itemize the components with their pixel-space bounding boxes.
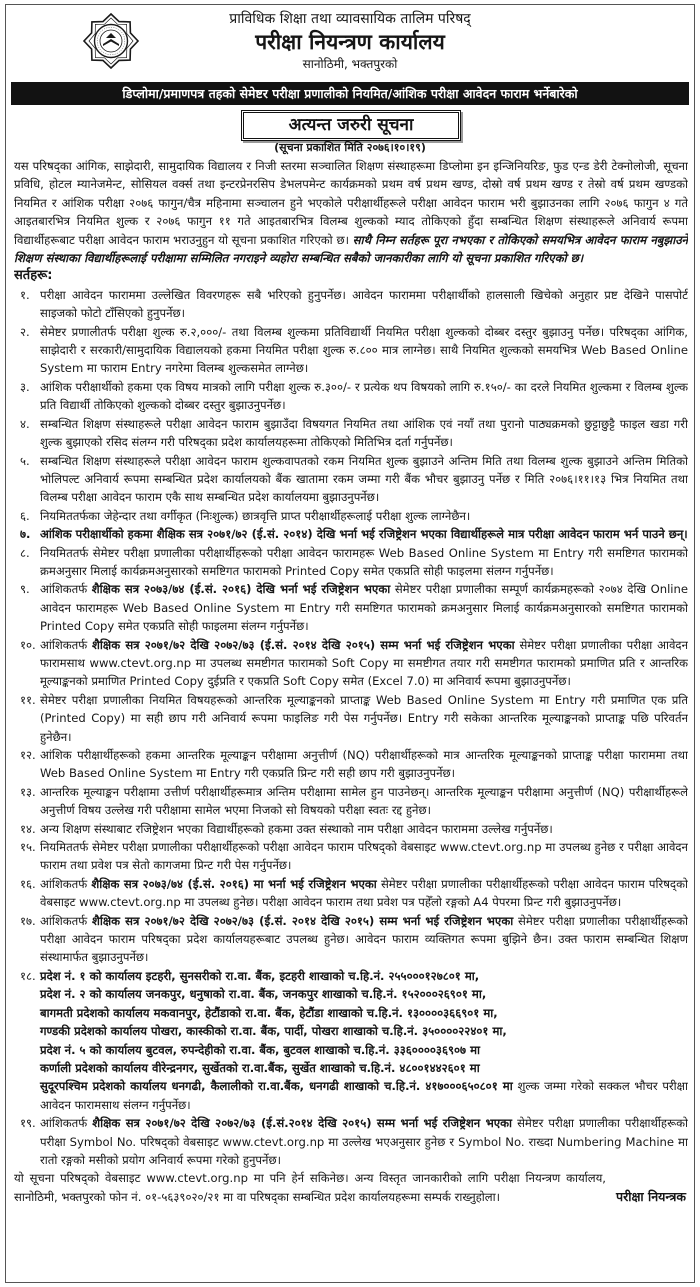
bold-text: बागमती प्रदेशको कार्यालय मकवानपुर, हेटौंडाको रा.वा. बैंक, हेटौंडा शाखाको च.हि.नं. १३००००३६६९०१ मा,	[40, 1005, 498, 1020]
plain-text: सेमेष्टर परीक्षा प्रणालीका परीक्षार्थीहरूको परीक्षा आवेदन फाराम परिषद्को वेबसाइट www.ctevt.org.np मा उपलब्ध हुनेछ। परीक्षा आवेदन फाराम तथा प्रवेश पत्र पहेँलो रङ्गको A4 पेपरमा प्रिन्ट गरी बुझाउनुपर्नेछ।	[40, 876, 688, 910]
ctevt-emblem-icon	[82, 11, 140, 71]
signatory: परीक्षा नियन्त्रक	[616, 1188, 686, 1204]
plain-text: सम्बन्धित शिक्षण संस्थाहरूले परीक्षा आवेदन फाराम शुल्कवापतको रकम नियमित शुल्क बुझाउने अन्तिम मिति तथा विलम्ब शुल्क बुझाउने अन्तिम मितिको भोलिपल्ट अनिवार्य रूपमा सम्बन्धित प्रदेश कार्यालयको बैंक खातामा रकम जम्मा गरी बैंक भौचर बुझाउनु पर्नेछ र मिति २०७६।११।१३ भित्र नियमित तथा विलम्ब परीक्षा आवेदन फाराम एकै साथ सम्बन्धित प्रदेश कार्यालयमा बुझाउनुपर्नेछ।	[40, 453, 688, 505]
intro-paragraph	[14, 157, 688, 267]
plain-text: आंशिकतर्फ	[40, 1116, 93, 1131]
plain-text: सेमेष्टर प्रणालीतर्फ परीक्षा शुल्क रु.२,०००/- तथा विलम्ब शुल्कमा प्रतिविद्यार्थी नियमित परीक्षा शुल्कको दोब्बर दस्तुर बुझाउनु पर्नेछ। परिषद्का आंगिक, साझेदारी र सरकारी/सामुदायिक विद्यालयको हकमा नियमित परीक्षा शुल्क रु.८०० मात्र लाग्नेछ। साथै नियमित शुल्कको समयभित्र Web Based Online System मा फाराम Entry नगरेमा विलम्ब शुल्कसमेत लाग्नेछ।	[40, 324, 688, 376]
condition-text	[40, 783, 688, 820]
condition-number: ५.	[20, 453, 30, 468]
condition-text	[40, 838, 688, 875]
condition-number: १४.	[20, 821, 36, 836]
condition-number: ६.	[20, 508, 30, 523]
plain-text: सेमेष्टर परीक्षा प्रणालीका नियमित विषयहरूको आन्तरिक मूल्याङ्कनको प्राप्ताङ्क Web Based Online System मा Entry गरी प्रमाणित एक प्रति (Printed Copy) मा सही छाप गरी अनिवार्य रूपमा फाइलिङ गरी पेस गर्नुपर्नेछ। Entry गरी सकेका आन्तरिक मूल्याङ्कनको प्राप्ताङ्क पछि परिवर्तन हुनेछैन।	[40, 692, 688, 744]
condition-item	[14, 636, 688, 691]
condition-item	[14, 691, 688, 746]
condition-number: १९.	[20, 1116, 36, 1131]
plain-text: आन्तरिक मूल्याङ्कन परीक्षामा उत्तीर्ण परीक्षार्थीहरूमात्र अन्तिम परीक्षामा सामेल हुन पाउनेछन्। आन्तरिक मूल्याङ्कन परीक्षामा अनुत्तीर्ण (NQ) परीक्षार्थीहरूले अनुत्तीर्ण विषय उल्लेख गरी परीक्षामा सामेल भएमा निजको सो विषयको परीक्षा स्वतः रद्द हुनेछ।	[40, 784, 688, 818]
condition-text	[40, 286, 688, 323]
condition-item	[14, 1114, 688, 1169]
condition-item	[14, 544, 688, 581]
condition-item	[14, 912, 688, 967]
condition-text	[40, 636, 688, 691]
condition-number: १२.	[20, 748, 36, 762]
condition-number: ७.	[20, 527, 31, 542]
condition-item	[14, 875, 688, 912]
bold-text: कर्णाली प्रदेशको कार्यालय वीरेन्द्रनगर, सुर्खेतको रा.वा.बैंक, सुर्खेत शाखाको च.हि.नं. ४८००१४४२६०१ मा	[40, 1060, 480, 1075]
condition-number: १०.	[20, 637, 36, 652]
bold-text: शैक्षिक सत्र २०७३/७४ (ई.सं. २०१६) मा भर्ना भई रजिष्ट्रेशन भएका	[91, 876, 377, 891]
plain-text: सेमेष्टर परीक्षा प्रणालीका परीक्षा आवेदन फारामसाथ www.ctevt.org.np मा उपलब्ध समष्टीगत फारामको Soft Copy मा समष्टीगत तयार गरी समष्टीगत फारामको प्रमाणित प्रति र आन्तरिक मूल्याङ्कनको प्रमाणित Printed Copy दुईप्रति र एकप्रति Soft Copy समेत (Excel 7.0) मा अनिवार्य रूपमा बुझाउनुपर्नेछ।	[40, 637, 688, 689]
condition-item	[14, 746, 688, 783]
condition-text	[40, 378, 688, 415]
bold-text: प्रदेश नं. १ को कार्यालय इटहरी, सुनसरीको रा.वा. बैंक, इटहरी शाखाको च.हि.नं. २५५०००१२७८०१ मा,	[40, 968, 480, 983]
condition-number: १३.	[20, 784, 36, 799]
emphasis-text: साथै निम्न सर्तहरू पूरा नभएका र तोकिएको समयभित्र आवेदन फाराम नबुझाउने शिक्षण संस्थाका विद्यार्थीहरूलाई परीक्षामा सम्मिलित नगराइने व्यहोरा सम्बन्धित सबैको जानकारीका लागि यो सूचना प्रकाशित गरिएको छ।	[14, 232, 688, 266]
condition-number: १५.	[20, 840, 36, 855]
plain-text: आंशिकतर्फ	[40, 582, 92, 597]
bold-text: गण्डकी प्रदेशको कार्यालय पोखरा, कास्कीको रा.वा. बैंक, पार्दी, पोखरा शाखाको च.हि.नं. ३५००००२२४०१ मा,	[40, 1024, 507, 1039]
condition-item	[14, 580, 688, 635]
signature-spacer	[687, 1169, 688, 1187]
plain-text: आंशिक परीक्षार्थीको हकमा एक विषय मात्रको लागि परीक्षा शुल्क रु.३००/- र प्रत्येक थप विषयको लागि रु.१५०/- का दरले नियमित शुल्कमा र विलम्ब शुल्क प्रति विद्यार्थी तोकिएको शुल्कको दोब्बर दस्तुर बुझाउनुपर्नेछ।	[40, 379, 688, 413]
notice-title: अत्यन्त जरुरी सूचना	[241, 110, 461, 141]
plain-text: सेमेष्टर परीक्षा प्रणालीका सम्पूर्ण कार्यक्रमहरूको २०७४ देखि Online आवेदन फारामहरू Web Based Online System मा Entry गरी समष्टिगत फारामको क्रमअनुसार मिलाई कार्यक्रमअनुसारको समष्टिगत फारामको Printed Copy समेत एकप्रति सोही फाइलमा संलग्न गर्नुपर्नेछ।	[40, 582, 688, 634]
plain-text: आंशिक परीक्षार्थीहरूको हकमा आन्तरिक मूल्याङ्कन परीक्षामा अनुत्तीर्ण (NQ) परीक्षार्थीहरूको मात्र आन्तरिक मूल्याङ्कनको प्राप्ताङ्क परीक्षा फाराममा तथा Web Based Online System मा Entry गरी एकप्रति प्रिन्ट गरी सही छाप गरी बुझाउनुपर्नेछ।	[40, 748, 688, 781]
condition-item	[14, 820, 688, 838]
condition-number: ११.	[20, 692, 36, 707]
condition-text	[40, 580, 688, 635]
contact-note: यो सूचना परिषद्को वेबसाइट www.ctevt.org.np मा पनि हेर्न सकिनेछ। अन्य विस्तृत जानकारीको लागि परीक्षा नियन्त्रण कार्यालय, सानोठिमी, भक्तपुरको फोन नं. ०१-५६३९०२०/२१ मा वा परिषद्का सम्बन्धित प्रदेश कार्यालयहरूमा सम्पर्क राख्नुहोला।	[14, 1171, 606, 1204]
condition-text	[40, 912, 688, 967]
condition-item	[14, 967, 688, 1114]
plain-text: शुल्क जम्मा गरेको सक्कल भौचर परीक्षा आवेदन फारामसाथ संलग्न गर्नुपर्नेछ।	[40, 1079, 688, 1112]
plain-text: नियमिततर्फ सेमेष्टर परीक्षा प्रणालीका परीक्षार्थीहरूको परीक्षा आवेदन फाराम परिषद्को वेबसाइट www.ctevt.org.np मा उपलब्ध हुनेछ र परीक्षा आवेदन फाराम तथा प्रवेश पत्र सेतो कागजमा प्रिन्ट गरी पेस गर्नुपर्नेछ।	[40, 840, 688, 873]
condition-number: ३.	[20, 379, 30, 394]
notice-body	[14, 157, 688, 1279]
condition-item	[14, 507, 688, 525]
bold-text: आंशिक परीक्षार्थीको हकमा शैक्षिक सत्र २०७१/७२ (ई.सं. २०१४) देखि भर्ना भई रजिष्ट्रेशन भएका विद्यार्थीहरूले मात्र परीक्षा आवेदन फाराम भर्न पाउने छन्।	[40, 527, 688, 542]
plain-text: नियमिततर्फ सेमेष्टर परीक्षा प्रणालीका परीक्षार्थीहरूको परीक्षा आवेदन फारामहरू Web Based Online System मा Entry गरी समष्टिगत फारामको क्रमअनुसार मिलाई कार्यक्रमअनुसारको समष्टिगत फारामको Printed Copy समेत एकप्रति सोही फाइलमा संलग्न गर्नुपर्नेछ।	[40, 545, 688, 578]
condition-item	[14, 378, 688, 415]
plain-text: यस परिषद्का आंगिक, साझेदारी, सामुदायिक विद्यालय र निजी स्तरमा सञ्चालित शिक्षण संस्थाहरूमा डिप्लोमा इन इन्जिनियरिङ, फुड एन्ड डेरी टेक्नोलोजी, सूचना प्रविधि, होटल म्यानेजमेन्ट, सोसियल वर्क्स तथा इन्टरप्रेनरसिप डेभलपमेन्ट कार्यक्रमको प्रथम वर्ष प्रथम खण्ड, दोस्रो वर्ष प्रथम खण्ड र तेस्रो वर्ष प्रथम खण्डको नियमित र आंशिक परीक्षा २०७६ फागुन/चैत्र महिनामा सञ्चालन हुने भएकोले परीक्षार्थीहरूले परीक्षा आवेदन फाराम भरी बुझाउनका लागि २०७६ फागुन ४ गते आइतबारभित्र नियमित शुल्क र २०७६ फागुन ११ गते आइतबारभित्र विलम्ब शुल्कको म्याद तोकिएको हुँदा सम्बन्धित शिक्षण संस्थाहरूले अनिवार्य रूपमा विद्यार्थीहरूबाट परीक्षा आवेदन फाराम भराउनुहुन यो सूचना प्रकाशित गरिएको छ।	[14, 159, 688, 247]
condition-text	[40, 415, 688, 452]
bold-text: शैक्षिक सत्र २०७३/७४ (ई.सं. २०१६) देखि भर्ना भई रजिष्ट्रेशन भएका	[91, 582, 391, 597]
condition-item	[14, 415, 688, 452]
plain-text: आंशिकतर्फ	[40, 637, 93, 652]
condition-text	[40, 875, 688, 912]
condition-number: १८.	[20, 968, 36, 983]
condition-number: १.	[20, 287, 30, 302]
plain-text: आंशिकतर्फ	[40, 913, 92, 928]
plain-text: परीक्षा आवेदन फाराममा उल्लेखित विवरणहरू सबै भरिएको हुनुपर्नेछ। आवेदन फाराममा परीक्षार्थीको हालसाली खिचेको अनुहार प्रष्ट देखिने पासपोर्ट साइजको फोटो टाँसिएको हुनुपर्नेछ।	[40, 287, 688, 321]
plain-text: अन्य शिक्षण संस्थाबाट रजिष्ट्रेशन भएका विद्यार्थीहरूको हकमा उक्त संस्थाको नाम परीक्षा आवेदन फाराममा उल्लेख गर्नुपर्नेछ।	[40, 821, 553, 836]
condition-item	[14, 838, 688, 875]
plain-text: सेमेष्टर परीक्षा प्रणालीका परीक्षार्थीहरूको परीक्षा Symbol No. परिषद्को वेबसाइट www.ctevt.org.np मा उल्लेख भएअनुसार हुनेछ र Symbol No. राख्दा Numbering Machine मा रातो रङ्गको मसीको प्रयोग अनिवार्य रूपमा गरेको हुनुपर्नेछ।	[40, 1116, 688, 1167]
conditions-heading: सर्तहरू:	[14, 268, 53, 284]
condition-text	[40, 820, 688, 838]
letterhead	[150, 9, 550, 73]
footer	[14, 1169, 688, 1206]
condition-text	[40, 746, 688, 783]
bold-text: शैक्षिक सत्र २०७१/७२ देखि २०७२/७३ (ई.सं. २०१४ देखि २०१५) सम्म भर्ना भई रजिष्ट्रेशन भएका	[92, 637, 515, 652]
bold-text: शैक्षिक सत्र २०७१/७२ देखि २०७२/७३ (ई.सं. २०१४ देखि २०१५) सम्म भर्ना भई रजिष्ट्रेशन भएका	[91, 913, 514, 928]
bold-text: शैक्षिक सत्र २०७१/७२ देखि २०७२/७३ (ई.सं.२०१४ देखि २०१५) सम्म भर्ना भई रजिष्ट्रेशन भएका	[92, 1116, 513, 1131]
condition-text	[40, 691, 688, 746]
condition-item	[14, 452, 688, 507]
office-location: सानोठिमी, भक्तपुरको	[302, 57, 398, 71]
condition-item	[14, 323, 688, 378]
condition-number: १७.	[20, 913, 36, 928]
condition-item	[14, 286, 688, 323]
office-name: परीक्षा नियन्त्रण कार्यालय	[255, 30, 445, 54]
condition-text	[40, 323, 688, 378]
conditions-list	[14, 286, 688, 1170]
condition-number: ९.	[20, 582, 30, 597]
plain-text: नियमिततर्फका जेहेन्दार तथा वर्गीकृत (निःशुल्क) छात्रवृत्ति प्राप्त परीक्षार्थीहरूलाई परीक्षा शुल्क लाग्नेछैन।	[40, 508, 471, 523]
condition-number: १६.	[20, 876, 36, 891]
condition-number: ८.	[20, 545, 30, 560]
plain-text: आंशिकतर्फ	[40, 876, 92, 891]
bold-text: सुदूरपश्चिम प्रदेशको कार्यालय धनगढी, कैलालीको रा.वा.बैंक, धनगढी शाखाको च.हि.नं. ४१७०००६५०८०१ मा	[40, 1079, 513, 1094]
condition-item	[14, 525, 688, 543]
condition-text	[40, 967, 688, 1114]
condition-item	[14, 783, 688, 820]
plain-text: सम्बन्धित शिक्षण संस्थाहरूले परीक्षा आवेदन फाराम बुझाउँदा विषयगत नियमित तथा आंशिक एवं नयाँ तथा पुरानो पाठ्यक्रमको छुट्टाछुट्टै फाइल खडा गरी शुल्क बुझाएको रसिद संलग्न गरी परिषद्का प्रदेश कार्यालयहरूमा तोकिएको मितिभित्र दर्ता गर्नुपर्नेछ।	[40, 416, 688, 450]
condition-text	[40, 1114, 688, 1169]
publish-date: (सूचना प्रकाशित मिति २०७६।१०।१९)	[274, 141, 426, 154]
plain-text: सेमेष्टर परीक्षा प्रणालीका परीक्षार्थीहरूको परीक्षा आवेदन फाराम परिषद्का प्रदेश कार्यालयहरूबाट उपलब्ध हुनेछ। आवेदन फाराम व्यक्तिगत रूपमा बुझिने छैन। उक्त फाराम सम्बन्धित शिक्षण संस्थामार्फत बुझाउनुपर्नेछ।	[40, 913, 688, 965]
bold-text: प्रदेश नं. ५ को कार्यालय बुटवल, रुपन्देहीको रा.वा. बैंक, बुटवल शाखाको च.हि.नं. ३३६००००३६९०७ मा	[40, 1042, 481, 1057]
condition-text	[40, 544, 688, 581]
bold-text: प्रदेश नं. २ को कार्यालय जनकपुर, धनुषाको रा.वा. बैंक, जनकपुर शाखाको च.हि.नं. १५२०००२६९०१ मा,	[40, 987, 487, 1002]
condition-text	[40, 452, 688, 507]
condition-text	[40, 525, 688, 543]
organization-name: प्राविधिक शिक्षा तथा व्यावसायिक तालिम परिषद्	[229, 11, 471, 27]
condition-number: ४.	[20, 416, 30, 431]
condition-text	[40, 507, 688, 525]
condition-number: २.	[20, 324, 30, 339]
subject-bar: डिप्लोमा/प्रमाणपत्र तहको सेमेष्टर परीक्षा प्रणालीको नियमित/आंशिक परीक्षा आवेदन फाराम भर्नेबारेको	[11, 82, 689, 105]
